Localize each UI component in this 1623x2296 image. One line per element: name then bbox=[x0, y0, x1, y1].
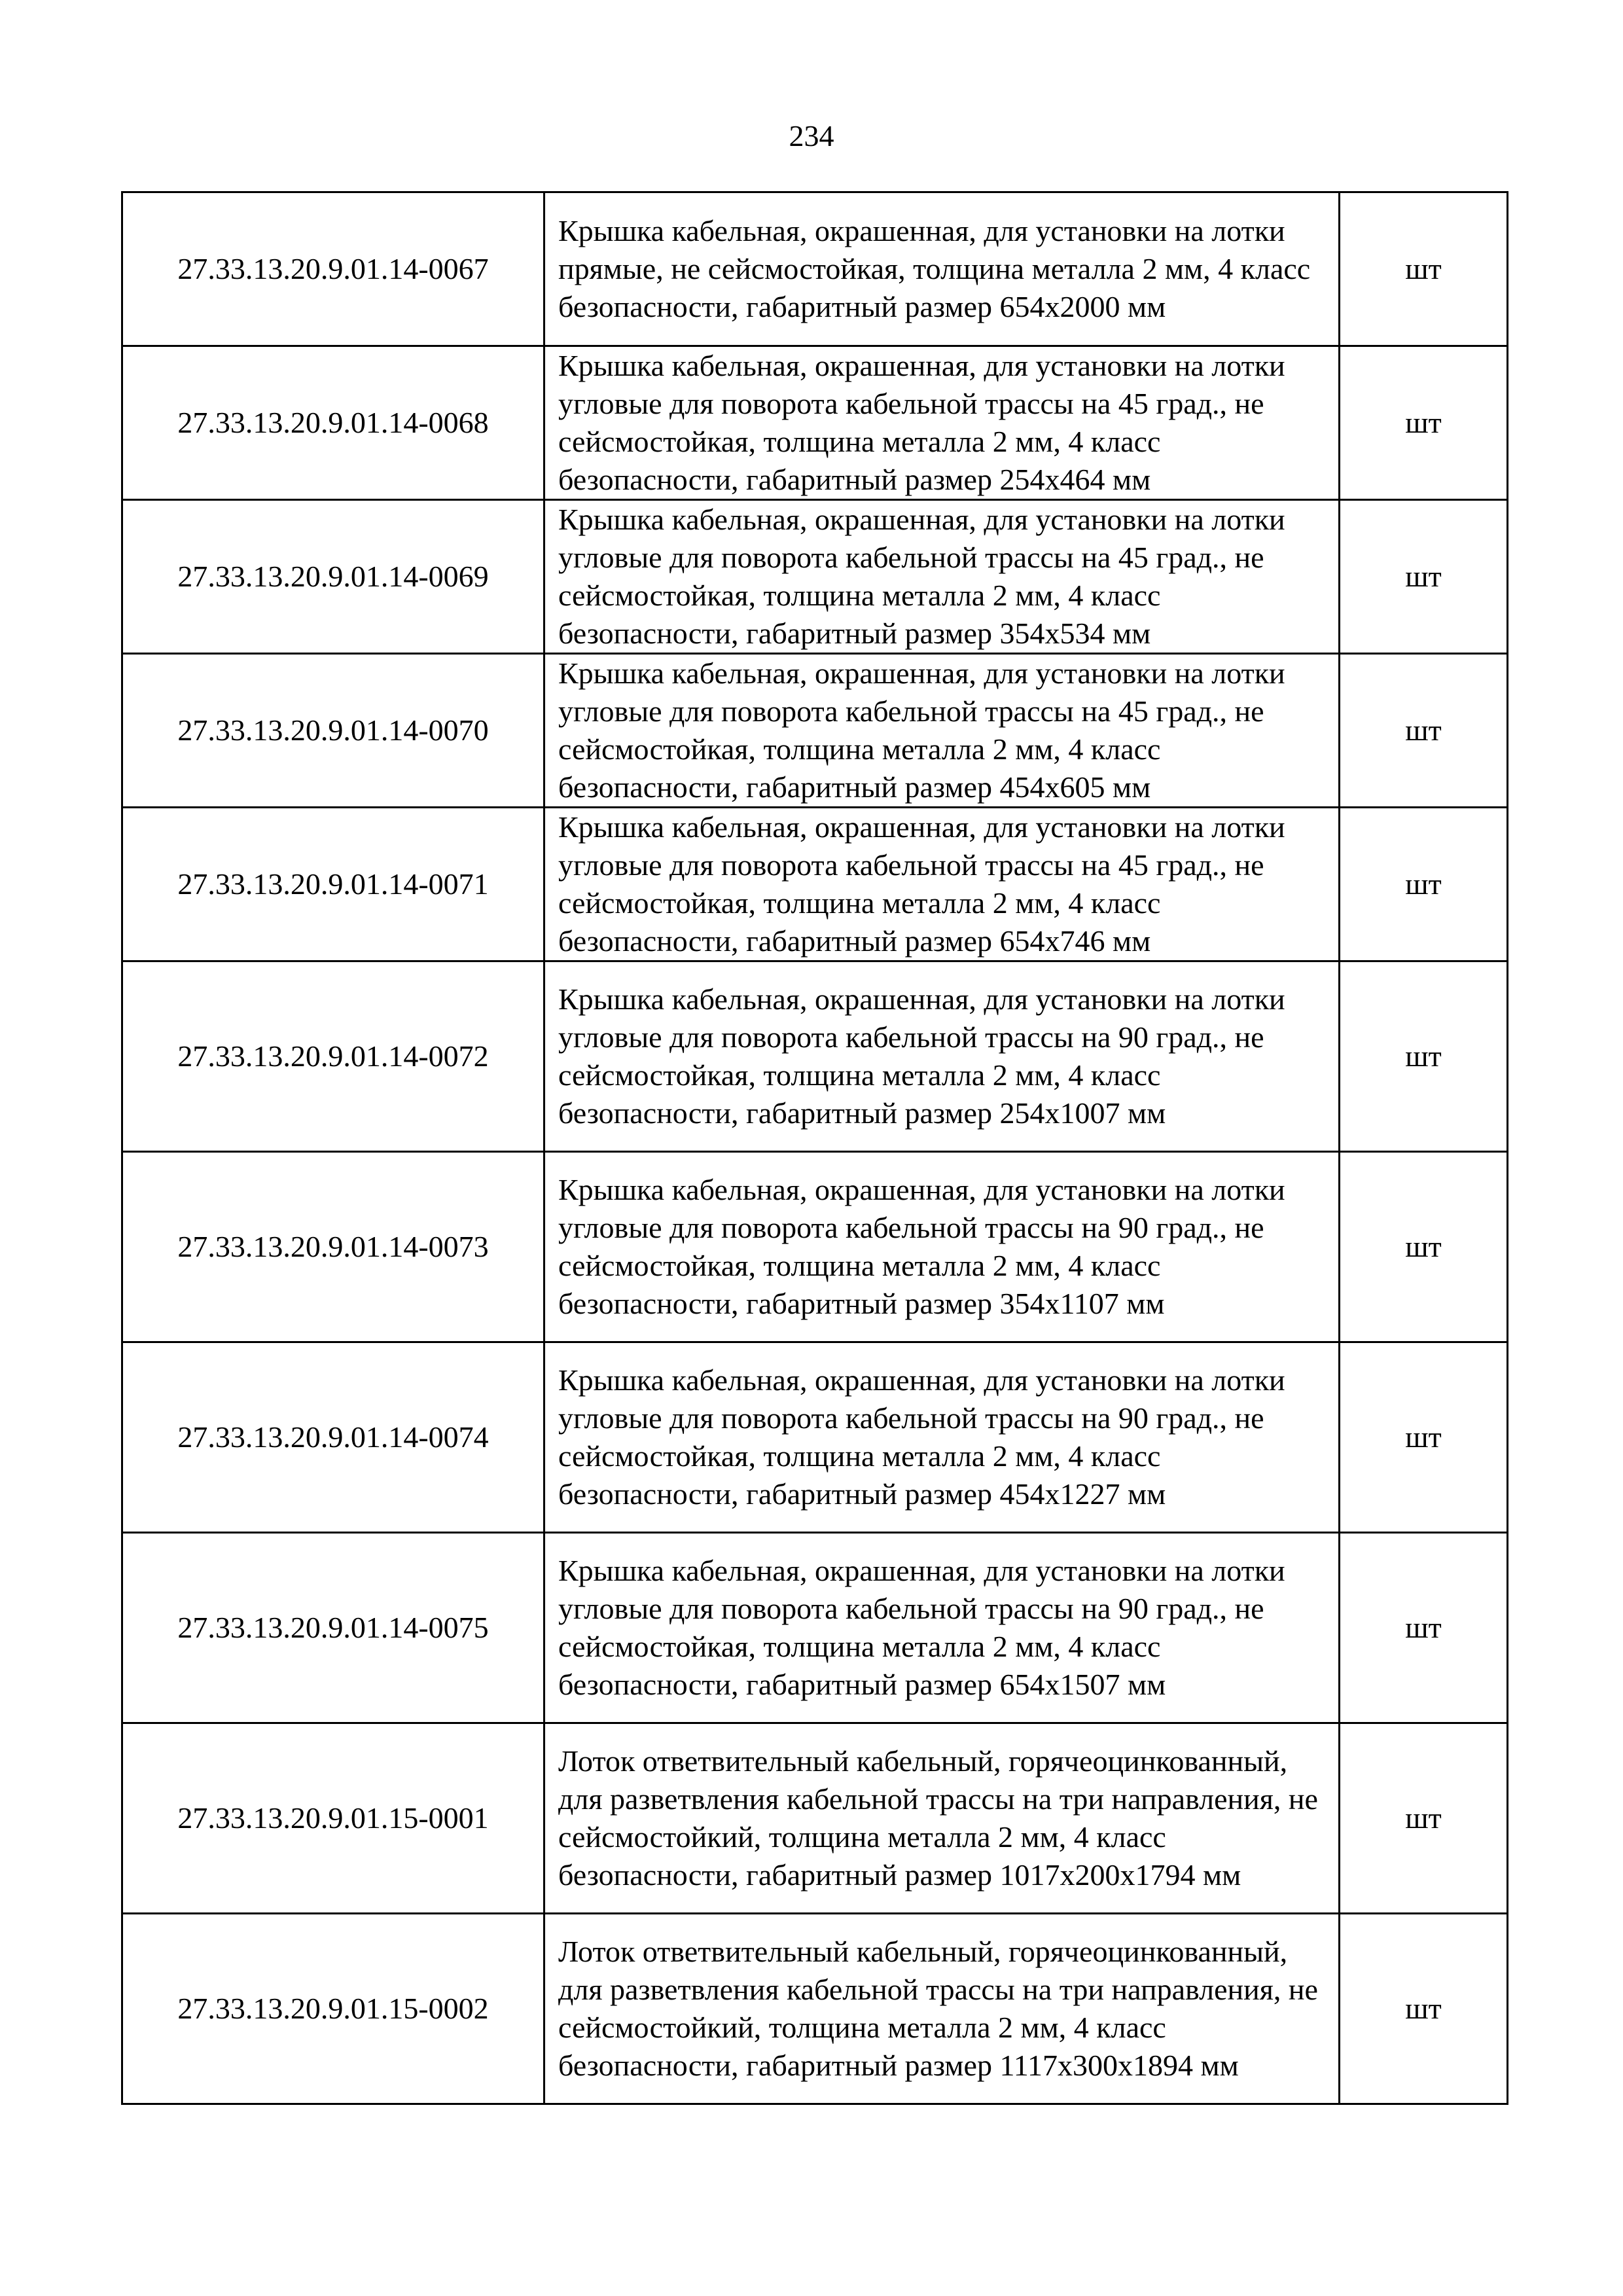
item-code: 27.33.13.20.9.01.14-0070 bbox=[122, 654, 544, 808]
item-unit: шт bbox=[1340, 1342, 1508, 1533]
item-unit: шт bbox=[1340, 500, 1508, 654]
item-description: Крышка кабельная, окрашенная, для установки на лотки угловые для поворота кабельной трассы на 45 град., не сейсмостойкая, толщина металла 2 мм, 4 класс безопасности, габаритный размер 654х746 мм bbox=[544, 808, 1340, 961]
table-row bbox=[122, 654, 1508, 808]
item-unit: шт bbox=[1340, 808, 1508, 961]
table-row bbox=[122, 808, 1508, 961]
item-unit: шт bbox=[1340, 346, 1508, 500]
item-code: 27.33.13.20.9.01.14-0074 bbox=[122, 1342, 544, 1533]
item-unit: шт bbox=[1340, 192, 1508, 346]
item-unit: шт bbox=[1340, 961, 1508, 1152]
table-row bbox=[122, 1533, 1508, 1723]
table-row bbox=[122, 346, 1508, 500]
item-description: Крышка кабельная, окрашенная, для установки на лотки угловые для поворота кабельной трассы на 45 град., не сейсмостойкая, толщина металла 2 мм, 4 класс безопасности, габаритный размер 354х534 мм bbox=[544, 500, 1340, 654]
item-code: 27.33.13.20.9.01.14-0073 bbox=[122, 1152, 544, 1342]
item-description: Крышка кабельная, окрашенная, для установки на лотки угловые для поворота кабельной трассы на 90 град., не сейсмостойкая, толщина металла 2 мм, 4 класс безопасности, габаритный размер 654х1507 мм bbox=[544, 1533, 1340, 1723]
table-row bbox=[122, 192, 1508, 346]
table-row bbox=[122, 961, 1508, 1152]
item-code: 27.33.13.20.9.01.14-0069 bbox=[122, 500, 544, 654]
item-unit: шт bbox=[1340, 1723, 1508, 1914]
item-code: 27.33.13.20.9.01.15-0001 bbox=[122, 1723, 544, 1914]
item-description: Крышка кабельная, окрашенная, для установки на лотки прямые, не сейсмостойкая, толщина металла 2 мм, 4 класс безопасности, габаритный размер 654х2000 мм bbox=[544, 192, 1340, 346]
item-code: 27.33.13.20.9.01.14-0071 bbox=[122, 808, 544, 961]
item-description: Крышка кабельная, окрашенная, для установки на лотки угловые для поворота кабельной трассы на 45 град., не сейсмостойкая, толщина металла 2 мм, 4 класс безопасности, габаритный размер 454х605 мм bbox=[544, 654, 1340, 808]
item-description: Лоток ответвительный кабельный, горячеоцинкованный, для разветвления кабельной трассы на три направления, не сейсмостойкий, толщина металла 2 мм, 4 класс безопасности, габаритный размер 1017х200х1794 мм bbox=[544, 1723, 1340, 1914]
item-unit: шт bbox=[1340, 1152, 1508, 1342]
item-code: 27.33.13.20.9.01.14-0072 bbox=[122, 961, 544, 1152]
item-description: Крышка кабельная, окрашенная, для установки на лотки угловые для поворота кабельной трассы на 45 град., не сейсмостойкая, толщина металла 2 мм, 4 класс безопасности, габаритный размер 254х464 мм bbox=[544, 346, 1340, 500]
item-code: 27.33.13.20.9.01.14-0075 bbox=[122, 1533, 544, 1723]
table-row bbox=[122, 1723, 1508, 1914]
table-row bbox=[122, 1152, 1508, 1342]
item-description: Лоток ответвительный кабельный, горячеоцинкованный, для разветвления кабельной трассы на три направления, не сейсмостойкий, толщина металла 2 мм, 4 класс безопасности, габаритный размер 1117х300х1894 мм bbox=[544, 1914, 1340, 2104]
item-description: Крышка кабельная, окрашенная, для установки на лотки угловые для поворота кабельной трассы на 90 град., не сейсмостойкая, толщина металла 2 мм, 4 класс безопасности, габаритный размер 254х1007 мм bbox=[544, 961, 1340, 1152]
item-code: 27.33.13.20.9.01.15-0002 bbox=[122, 1914, 544, 2104]
item-unit: шт bbox=[1340, 1914, 1508, 2104]
item-description: Крышка кабельная, окрашенная, для установки на лотки угловые для поворота кабельной трассы на 90 град., не сейсмостойкая, толщина металла 2 мм, 4 класс безопасности, габаритный размер 454х1227 мм bbox=[544, 1342, 1340, 1533]
item-code: 27.33.13.20.9.01.14-0067 bbox=[122, 192, 544, 346]
table-row bbox=[122, 1342, 1508, 1533]
item-code: 27.33.13.20.9.01.14-0068 bbox=[122, 346, 544, 500]
page-number: 234 bbox=[789, 119, 834, 152]
item-unit: шт bbox=[1340, 1533, 1508, 1723]
item-unit: шт bbox=[1340, 654, 1508, 808]
catalog-table bbox=[121, 191, 1508, 2105]
table-row bbox=[122, 1914, 1508, 2104]
item-description: Крышка кабельная, окрашенная, для установки на лотки угловые для поворота кабельной трассы на 90 град., не сейсмостойкая, толщина металла 2 мм, 4 класс безопасности, габаритный размер 354х1107 мм bbox=[544, 1152, 1340, 1342]
table-row bbox=[122, 500, 1508, 654]
